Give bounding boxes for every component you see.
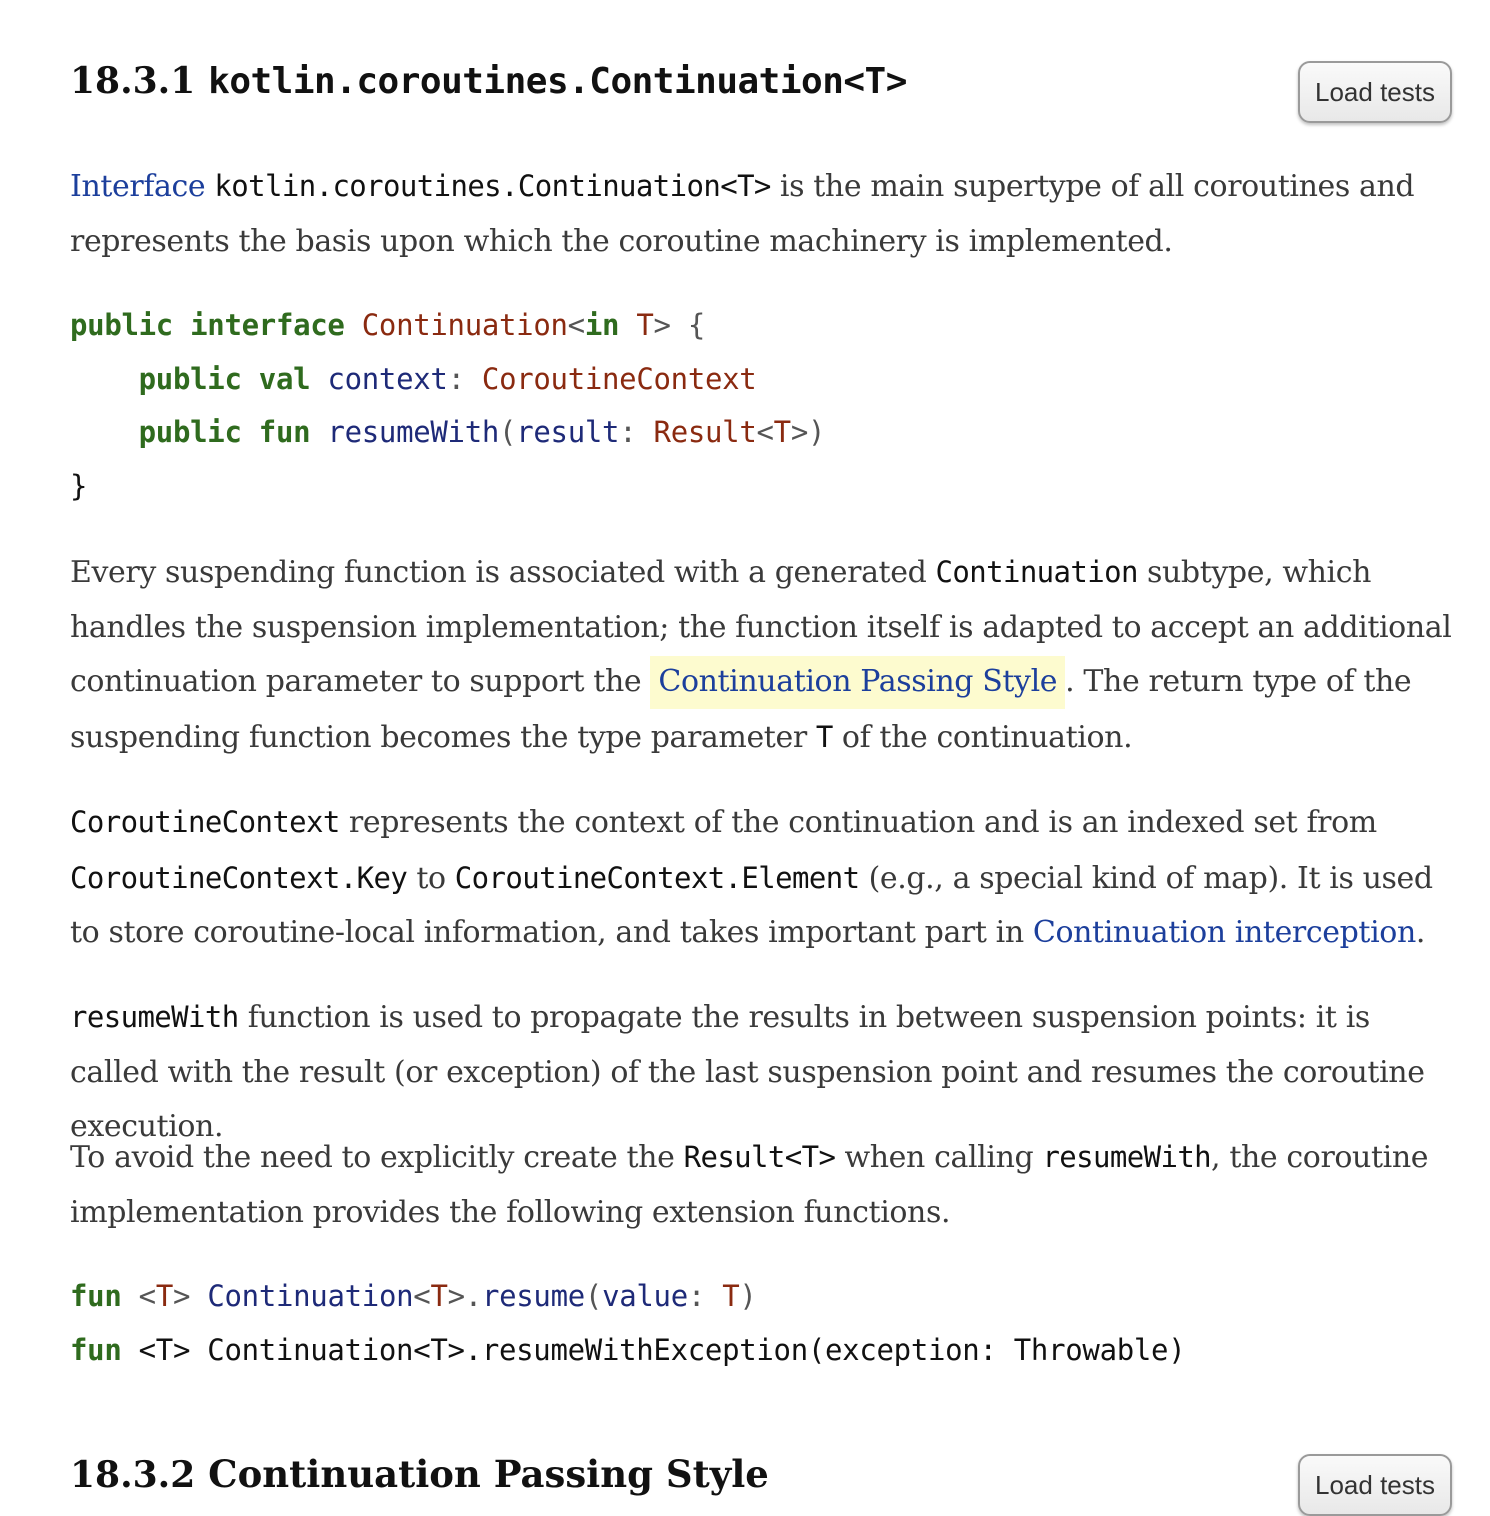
code-line: fun <T> Continuation<T>.resume(value: T) (70, 1279, 757, 1313)
section-heading-cps (70, 1452, 769, 1496)
inline-code-resume-with: resumeWith (70, 1000, 239, 1034)
inline-code-continuation: Continuation (935, 555, 1138, 589)
paragraph-resume-with: resumeWith function is used to propagate the results in between suspension points: it is called with the result (or exception) of the last suspension point and resumes the coroutine execution. (70, 1000, 1425, 1144)
inline-code-continuation-type: kotlin.coroutines.Continuation<T> (214, 169, 771, 203)
code-block-extension-functions (70, 1270, 1185, 1377)
inline-code-result: Result<T> (683, 1140, 836, 1174)
code-line: } (70, 468, 88, 503)
continuation-passing-style-link[interactable]: Continuation Passing Style (650, 656, 1065, 709)
inline-code-coroutine-context: CoroutineContext (70, 805, 340, 839)
inline-code-context-key: CoroutineContext.Key (70, 860, 408, 895)
interface-link[interactable]: Interface (70, 169, 206, 204)
load-tests-button[interactable]: Load tests (1298, 1454, 1452, 1516)
code-line: fun <T> Continuation<T>.resumeWithException(exception: Throwable) (70, 1332, 1186, 1367)
inline-code-context-element: CoroutineContext.Element (454, 860, 860, 895)
paragraph-interface-intro: Interface kotlin.coroutines.Continuation<T> is the main supertype of all coroutines and represents the basis upon which the coroutine machinery is implemented. (70, 169, 1415, 259)
load-tests-button[interactable]: Load tests (1298, 61, 1452, 123)
continuation-interception-link[interactable]: Continuation interception (1032, 915, 1416, 950)
paragraph-suspending-functions: Every suspending function is associated with a generated Continuation subtype, which handles the suspension implementation; the function itself is adapted to accept an additional continuation parameter to support the Continuation Passing Style . The return type of the suspending function becomes the type parameter T of the continuation. (70, 555, 1452, 755)
inline-code-resume-with-2: resumeWith (1042, 1140, 1212, 1174)
section-title: Continuation Passing Style (208, 1452, 769, 1496)
section-title-code: kotlin.coroutines.Continuation<T> (208, 61, 907, 102)
inline-code-t: T (815, 719, 833, 754)
code-block-continuation-interface (70, 299, 825, 513)
code-line: public fun resumeWith(result: Result<T>) (138, 415, 826, 449)
code-line: public val context: CoroutineContext (138, 361, 757, 396)
code-line: public interface Continuation<in T> { (70, 308, 705, 342)
paragraph-coroutine-context: CoroutineContext represents the context of the continuation and is an indexed set from CoroutineContext.Key to CoroutineContext.Element (e.g., a special kind of map). It is used to store coroutine-local information, and takes important part in Continuation interception. (70, 805, 1433, 950)
section-number: 18.3.1 (70, 60, 196, 102)
section-number: 18.3.2 (70, 1454, 196, 1496)
section-heading-continuation (70, 58, 907, 102)
paragraph-extension-functions: To avoid the need to explicitly create the Result<T> when calling resumeWith, the coroutine implementation provides the following extension functions. (70, 1140, 1429, 1230)
